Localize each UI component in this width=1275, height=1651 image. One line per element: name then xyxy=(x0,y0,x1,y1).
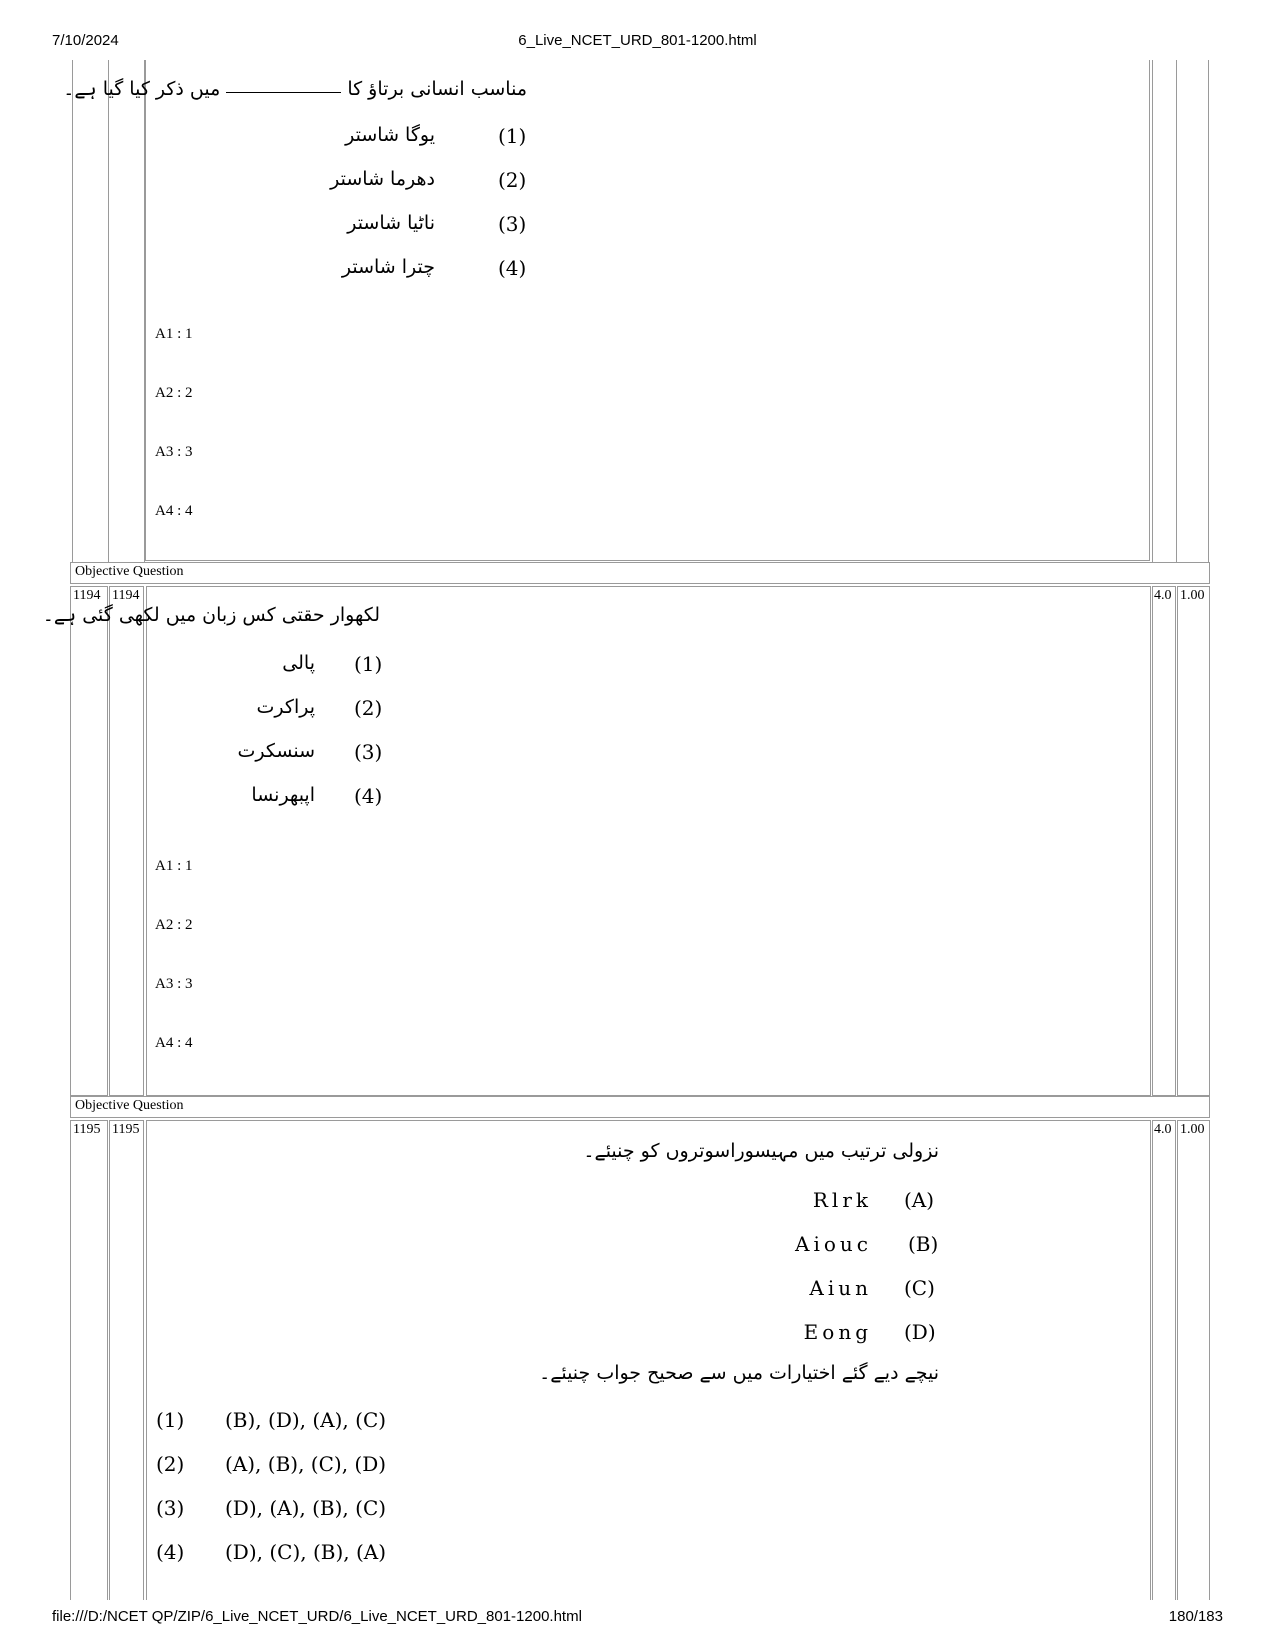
option-text: (D), (A), (B), (C) xyxy=(225,1496,387,1520)
option-number: (1) xyxy=(354,652,383,676)
table-border xyxy=(1176,60,1177,562)
table-border xyxy=(1152,60,1153,562)
sutra-item-label: (D) xyxy=(904,1320,936,1344)
option-text: پالی xyxy=(282,652,315,674)
answer-option: A1 : 1 xyxy=(155,326,193,342)
table-border xyxy=(72,60,73,562)
question-type-label: Objective Question xyxy=(70,1096,1210,1118)
page-number: 180/183 xyxy=(1168,1608,1223,1625)
option-text: (D), (C), (B), (A) xyxy=(225,1540,387,1564)
answer-option: A4 : 4 xyxy=(155,503,193,519)
option-number: (3) xyxy=(354,740,383,764)
option-number: (2) xyxy=(498,168,527,192)
marks: 4.0 xyxy=(1152,586,1176,1096)
question-stem xyxy=(63,78,527,100)
document-title: 6_Live_NCET_URD_801-1200.html xyxy=(518,32,757,49)
file-path: file:///D:/NCET QP/ZIP/6_Live_NCET_URD/6_Live_NCET_URD_801-1200.html xyxy=(52,1608,582,1625)
question-content-cell xyxy=(145,60,1150,561)
option-number: (4) xyxy=(354,784,383,808)
option-number: (2) xyxy=(156,1452,185,1476)
question-content-cell xyxy=(146,1120,1151,1600)
option-number: (2) xyxy=(354,696,383,720)
sutra-item-text: Eong xyxy=(803,1320,872,1344)
option-number: (3) xyxy=(156,1496,185,1520)
option-number: (1) xyxy=(498,124,527,148)
table-border xyxy=(108,60,109,562)
option-text: پراکرت xyxy=(256,696,315,718)
answer-option: A4 : 4 xyxy=(155,1035,193,1051)
option-number: (1) xyxy=(156,1408,185,1432)
option-text: اپبھرنسا xyxy=(251,784,315,806)
stem-blank xyxy=(226,92,341,93)
option-number: (4) xyxy=(498,256,527,280)
answer-option: A2 : 2 xyxy=(155,917,193,933)
question-stem: لکھوار حقتی کس زبان میں لکھی گئی ہے۔ xyxy=(42,604,380,626)
sutra-item-text: Aiouc xyxy=(795,1232,872,1256)
marks: 4.0 xyxy=(1152,1120,1176,1600)
negative-marks: 1.00 xyxy=(1177,1120,1210,1600)
question-id: 1195 xyxy=(109,1120,144,1600)
answer-option: A3 : 3 xyxy=(155,444,193,460)
stem-before: مناسب انسانی برتاؤ کا xyxy=(347,78,527,100)
answer-option: A3 : 3 xyxy=(155,976,193,992)
option-text: (A), (B), (C), (D) xyxy=(225,1452,387,1476)
sutra-item-label: (B) xyxy=(908,1232,939,1256)
instruction-text: نیچے دیے گئے اختیارات میں سے صحیح جواب چنیئے۔ xyxy=(539,1362,939,1384)
option-text: ناٹیا شاستر xyxy=(347,212,435,234)
option-text: (B), (D), (A), (C) xyxy=(225,1408,387,1432)
question-type-label: Objective Question xyxy=(70,562,1210,584)
negative-marks: 1.00 xyxy=(1177,586,1210,1096)
sutra-item-label: (A) xyxy=(904,1188,935,1212)
question-stem: نزولی ترتیب میں مہیسوراسوتروں کو چنیئے۔ xyxy=(583,1140,939,1162)
answer-option: A1 : 1 xyxy=(155,858,193,874)
answer-option: A2 : 2 xyxy=(155,385,193,401)
print-date: 7/10/2024 xyxy=(52,32,119,49)
serial-number: 1195 xyxy=(70,1120,108,1600)
question-id: 1194 xyxy=(109,586,144,1096)
sutra-item-label: (C) xyxy=(904,1276,935,1300)
option-text: سنسکرت xyxy=(237,740,315,762)
option-text: دھرما شاستر xyxy=(330,168,435,190)
serial-number: 1194 xyxy=(70,586,108,1096)
option-text: چترا شاستر xyxy=(341,256,435,278)
stem-after: میں ذکر کیا گیا ہے۔ xyxy=(63,78,221,100)
sutra-item-text: Aiun xyxy=(809,1276,872,1300)
table-border xyxy=(1208,60,1209,562)
option-number: (4) xyxy=(156,1540,185,1564)
sutra-item-text: Rlrk xyxy=(812,1188,872,1212)
option-text: یوگا شاستر xyxy=(345,124,435,146)
option-number: (3) xyxy=(498,212,527,236)
